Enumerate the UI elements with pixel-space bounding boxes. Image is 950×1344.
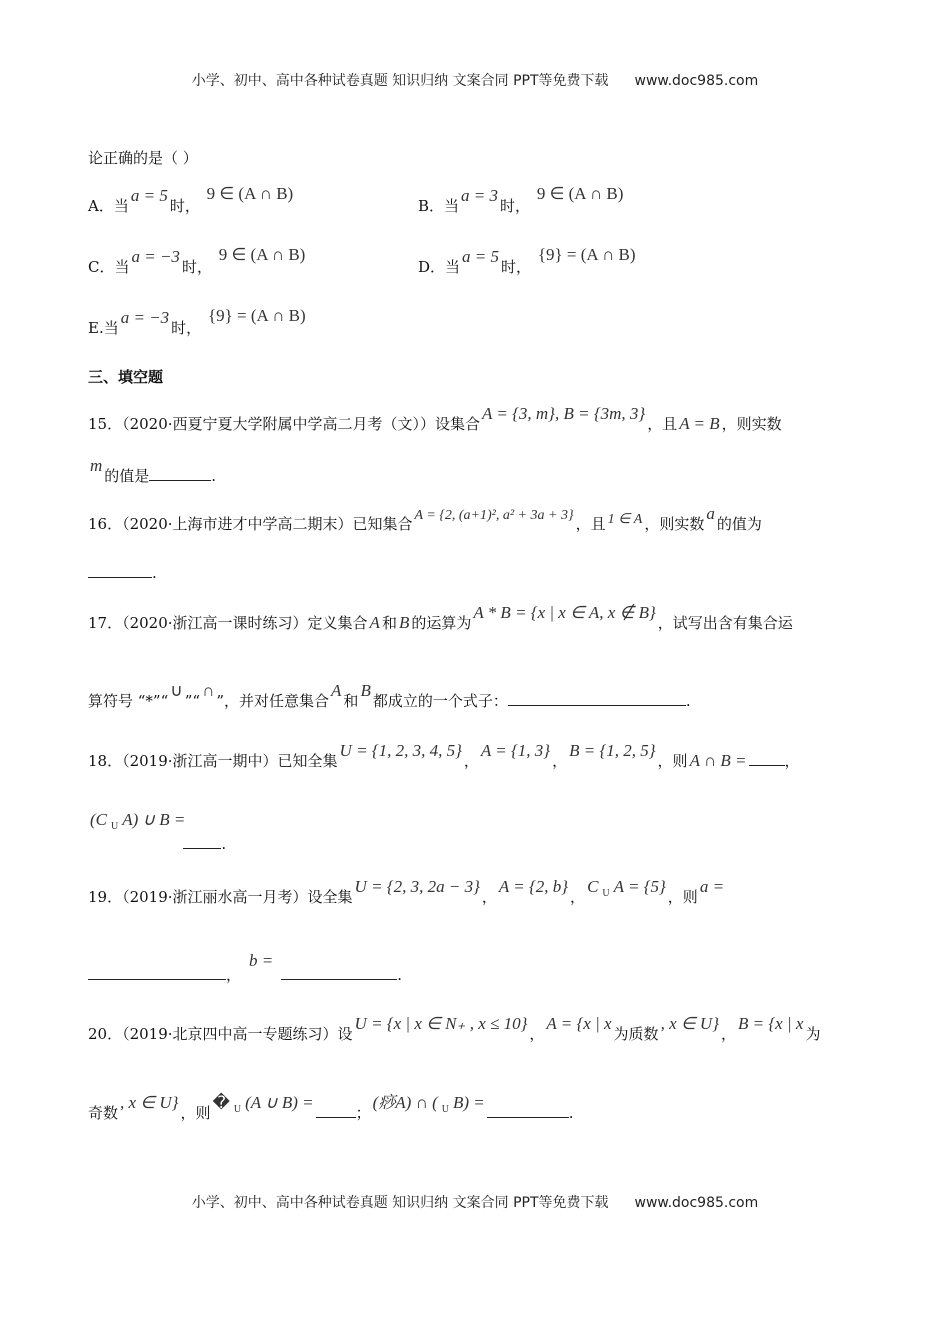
q14-tail: 论正确的是（ ）: [88, 149, 198, 167]
answer-blank[interactable]: [149, 466, 211, 481]
text-segment: D．当: [418, 258, 461, 276]
text-segment: 时，: [501, 258, 532, 276]
text-segment: ，则: [180, 1104, 211, 1122]
question-17: [88, 603, 793, 633]
text-segment: ，则实数: [644, 515, 705, 533]
page-header: [0, 70, 950, 90]
text-segment: U: [233, 1104, 242, 1115]
text-segment: 9 ∈ (A ∩ B): [536, 184, 624, 203]
answer-blank[interactable]: [749, 751, 785, 766]
question-15-cont: [88, 456, 217, 486]
answer-blank-a[interactable]: [88, 965, 226, 980]
text-segment: .: [568, 1104, 574, 1122]
text-segment: ，且: [647, 415, 678, 433]
question-16-cont: [88, 563, 157, 582]
text-segment: 为: [805, 1025, 821, 1043]
text-segment: (痧A) ∩ (: [372, 1093, 438, 1112]
text-segment: 和: [343, 692, 359, 710]
text-segment: A = {2, (a+1)², a² + 3a + 3}: [414, 508, 574, 523]
text-segment: A = {1, 3}: [480, 741, 551, 760]
text-segment: 1 ∈ A: [607, 512, 643, 527]
page-footer: [0, 1192, 950, 1212]
text-segment: 和: [381, 614, 397, 632]
text-segment: A．当: [88, 197, 129, 215]
text-segment: a =: [699, 877, 725, 896]
text-segment: 时，: [500, 197, 531, 215]
option-d: [418, 245, 638, 277]
text-segment: 9 ∈ (A ∩ B): [218, 245, 306, 264]
text-segment: 15．: [88, 415, 123, 433]
text-segment: , x ∈ U}: [660, 1014, 719, 1033]
text-segment: 时，: [169, 197, 200, 215]
text-segment: 时，: [181, 258, 212, 276]
text-segment: a = 5: [462, 247, 500, 266]
text-segment: {9} = (A ∩ B): [207, 306, 306, 325]
text-segment: ，: [721, 1025, 737, 1043]
question-17-cont: [88, 681, 691, 711]
text-segment: .: [397, 966, 403, 984]
text-segment: a = 3: [461, 186, 499, 205]
text-segment: a: [706, 504, 715, 523]
text-segment: ，则实数: [721, 415, 782, 433]
text-segment: U: [602, 888, 610, 899]
text-segment: (A ∪ B) =: [245, 1093, 314, 1112]
text-segment: ，: [481, 888, 497, 906]
text-segment: ，则: [657, 752, 688, 770]
text-segment: U: [441, 1104, 449, 1115]
text-segment: , x ∈ U}: [120, 1093, 179, 1112]
text-segment: .: [685, 692, 691, 710]
text-segment: U: [111, 821, 119, 832]
text-segment: ，则: [667, 888, 698, 906]
text-segment: ，: [226, 966, 242, 984]
option-a: [88, 184, 295, 216]
text-segment: A: [331, 681, 342, 700]
text-segment: B) =: [453, 1093, 485, 1112]
answer-blank-2[interactable]: [487, 1103, 569, 1118]
text-segment: ∪: [170, 681, 183, 700]
text-segment: 20．: [88, 1025, 123, 1043]
text-segment: ∩: [202, 681, 215, 700]
text-segment: 19．: [88, 888, 123, 906]
text-segment: m: [90, 456, 103, 475]
text-segment: a = −3: [120, 308, 170, 327]
footer-url[interactable]: www.doc985.com: [634, 1195, 759, 1211]
text-segment: 18．: [88, 752, 123, 770]
question-18-cont: [88, 810, 227, 853]
text-segment: ；: [355, 1104, 371, 1122]
text-segment: C: [587, 877, 599, 896]
text-segment: （2020·浙江高一课时练习）定义集合: [122, 614, 368, 632]
answer-blank[interactable]: [183, 834, 221, 849]
text-segment: B: [360, 681, 371, 700]
question-20-cont: [88, 1093, 574, 1125]
text-segment: A ∩ B =: [689, 751, 747, 770]
text-segment: 的值是: [104, 467, 150, 485]
text-segment: a = −3: [131, 247, 180, 266]
footer-text: 小学、初中、高中各种试卷真题 知识归纳 文案合同 PPT等免费下载: [191, 1195, 609, 1211]
text-segment: ，试写出含有集合运: [657, 614, 793, 632]
text-segment: ”“: [184, 692, 201, 710]
text-segment: 为质数: [613, 1025, 659, 1043]
text-segment: A: [369, 613, 380, 632]
question-20: [88, 1014, 821, 1044]
text-segment: B = {1, 2, 5}: [569, 741, 656, 760]
header-text: 小学、初中、高中各种试卷真题 知识归纳 文案合同 PPT等免费下载: [191, 73, 609, 89]
text-segment: {9} = (A ∩ B): [537, 245, 636, 264]
text-segment: .: [152, 564, 157, 582]
text-segment: （2019·浙江丽水高一月考）设全集: [122, 888, 353, 906]
text-segment: ，且: [575, 515, 606, 533]
text-segment: ，: [529, 1025, 545, 1043]
answer-blank[interactable]: [88, 563, 152, 578]
text-segment: ，: [570, 888, 586, 906]
text-segment: （2020·西夏宁夏大学附属中学高二月考（文））设集合: [122, 415, 481, 433]
text-segment: A = {3, m}, B = {3m, 3}: [482, 404, 646, 423]
text-segment: 16．: [88, 515, 123, 533]
question-19: [88, 877, 726, 909]
text-segment: A = {x | x: [546, 1014, 612, 1033]
text-segment: 算符号 “*”“: [88, 692, 169, 710]
option-e: [88, 306, 308, 338]
text-segment: E.当: [88, 319, 119, 337]
text-segment: A = B: [679, 414, 720, 433]
text-segment: B: [398, 613, 410, 632]
text-segment: 时，: [171, 319, 202, 337]
text-segment: ，: [463, 752, 479, 770]
text-segment: 17．: [88, 614, 123, 632]
text-segment: U = {2, 3, 2a − 3}: [354, 877, 480, 896]
text-segment: b =: [249, 951, 274, 970]
text-segment: B = {x | x: [738, 1014, 804, 1033]
answer-blank[interactable]: [508, 691, 686, 706]
answer-blank-1[interactable]: [316, 1103, 356, 1118]
text-segment: .: [211, 467, 217, 485]
text-segment: 都成立的一个式子：: [372, 692, 508, 710]
text-segment: .: [221, 835, 227, 853]
text-segment: （2020·上海市进才中学高二期末）已知集合: [122, 515, 413, 533]
text-segment: ，: [784, 752, 800, 770]
answer-blank-b[interactable]: [281, 965, 397, 980]
text-segment: 9 ∈ (A ∩ B): [206, 184, 294, 203]
text-segment: （2019·浙江高一期中）已知全集: [122, 752, 338, 770]
text-segment: A * B = {x | x ∈ A, x ∉ B}: [473, 603, 656, 622]
text-segment: A) ∪ B =: [122, 810, 186, 829]
text-segment: A = {5}: [613, 877, 666, 896]
question-19-cont: [88, 951, 403, 985]
text-segment: (C: [90, 810, 107, 829]
text-segment: U = {x | x ∈ N₊ , x ≤ 10}: [354, 1014, 528, 1033]
text-segment: C．当: [88, 258, 130, 276]
text-segment: U = {1, 2, 3, 4, 5}: [339, 741, 462, 760]
question-16: [88, 504, 762, 534]
text-segment: （2019·北京四中高一专题练习）设: [122, 1025, 353, 1043]
text-segment: a = 5: [130, 186, 168, 205]
text-segment: A = {2, b}: [498, 877, 569, 896]
section-heading: 三、填空题: [88, 368, 164, 386]
header-url[interactable]: www.doc985.com: [634, 73, 759, 89]
text-segment: ，: [552, 752, 568, 770]
question-18: [88, 741, 800, 771]
option-c: [88, 245, 307, 277]
text-segment: B．当: [418, 197, 460, 215]
text-segment: ”，并对任意集合: [216, 692, 330, 710]
text-segment: �: [212, 1093, 230, 1112]
text-segment: 的运算为: [411, 614, 472, 632]
text-segment: 奇数: [88, 1104, 119, 1122]
option-b: [418, 184, 625, 216]
text-segment: 的值为: [716, 515, 762, 533]
question-15: [88, 404, 782, 434]
